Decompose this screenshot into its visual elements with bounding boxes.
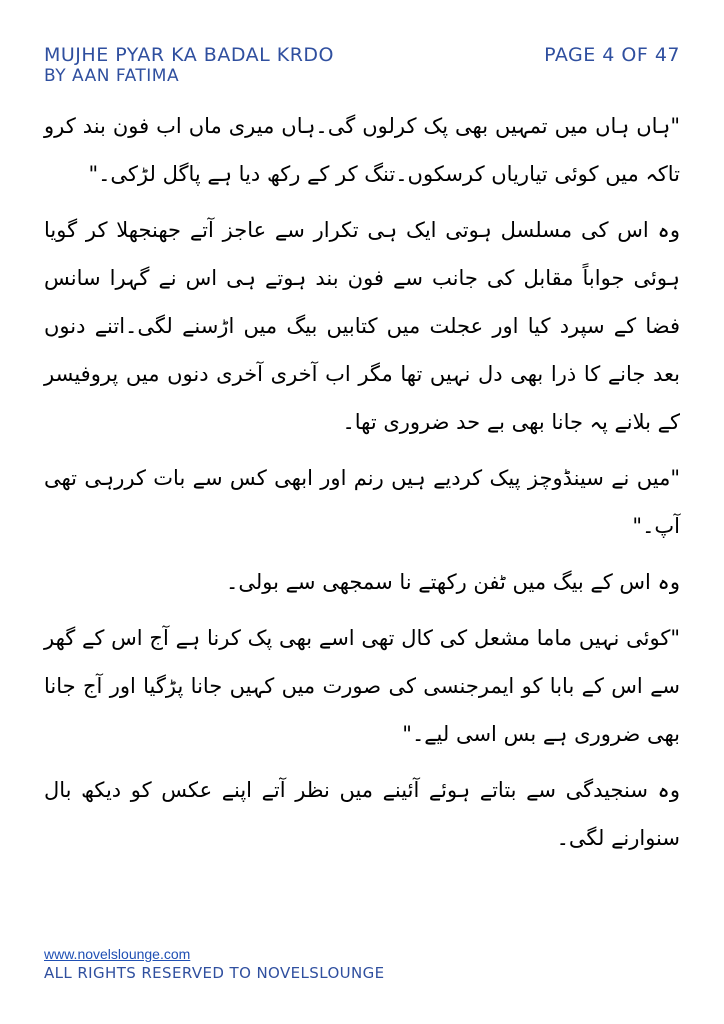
paragraph-1: "ہاں ہاں میں تمہیں بھی پک کرلوں گی۔ہاں میری ماں اب فون بند کرو تاکہ میں کوئی تیاریاں کرسکوں۔تنگ کر کے رکھ دیا ہے پاگل لڑکی۔" [44,114,680,186]
paragraph-5: "کوئی نہیں ماما مشعل کی کال تھی اسے بھی پک کرنا ہے آج اس کے گھر سے اس کے بابا کو ایمرجنسی کی صورت میں کہیں جانا پڑگیا اور آج جانا بھی ضروری ہے بس اسی لیے۔" [44,626,680,746]
paragraph-6: وہ سنجیدگی سے بتاتے ہوئے آئینے میں نظر آتے اپنے عکس کو دیکھ بال سنوارنے لگی۔ [44,778,680,850]
story-body [44,102,680,870]
author-byline: BY AAN FATIMA [44,66,180,86]
paragraph-4: وہ اس کے بیگ میں ٹفن رکھتے نا سمجھی سے بولی۔ [226,570,680,594]
paragraph-3: "میں نے سینڈوچز پیک کردیے ہیں رنم اور ابھی کس سے بات کررہی تھی آپ۔" [44,466,680,538]
paragraph-2: وہ اس کی مسلسل ہوتی ایک ہی تکرار سے عاجز آتے جھنجھلا کر گویا ہوئی جواباً مقابل کی جانب سے فون بند ہوتے ہی اس نے گہرا سانس فضا کے سپرد کیا اور عجلت میں کتابیں بیگ میں اڑسنے لگی۔اتنے دنوں بعد جانے کا ذرا بھی دل نہیں تھا مگر اب آخری آخری دنوں میں پروفیسر کے بلانے پہ جانا بھی بے حد ضروری تھا۔ [44,218,680,434]
copyright-notice: ALL RIGHTS RESERVED TO NOVELSLOUNGE [44,964,385,982]
novel-title: MUJHE PYAR KA BADAL KRDO [44,44,335,66]
website-link[interactable]: www.novelslounge.com [44,946,191,962]
page-number: PAGE 4 OF 47 [544,44,680,66]
